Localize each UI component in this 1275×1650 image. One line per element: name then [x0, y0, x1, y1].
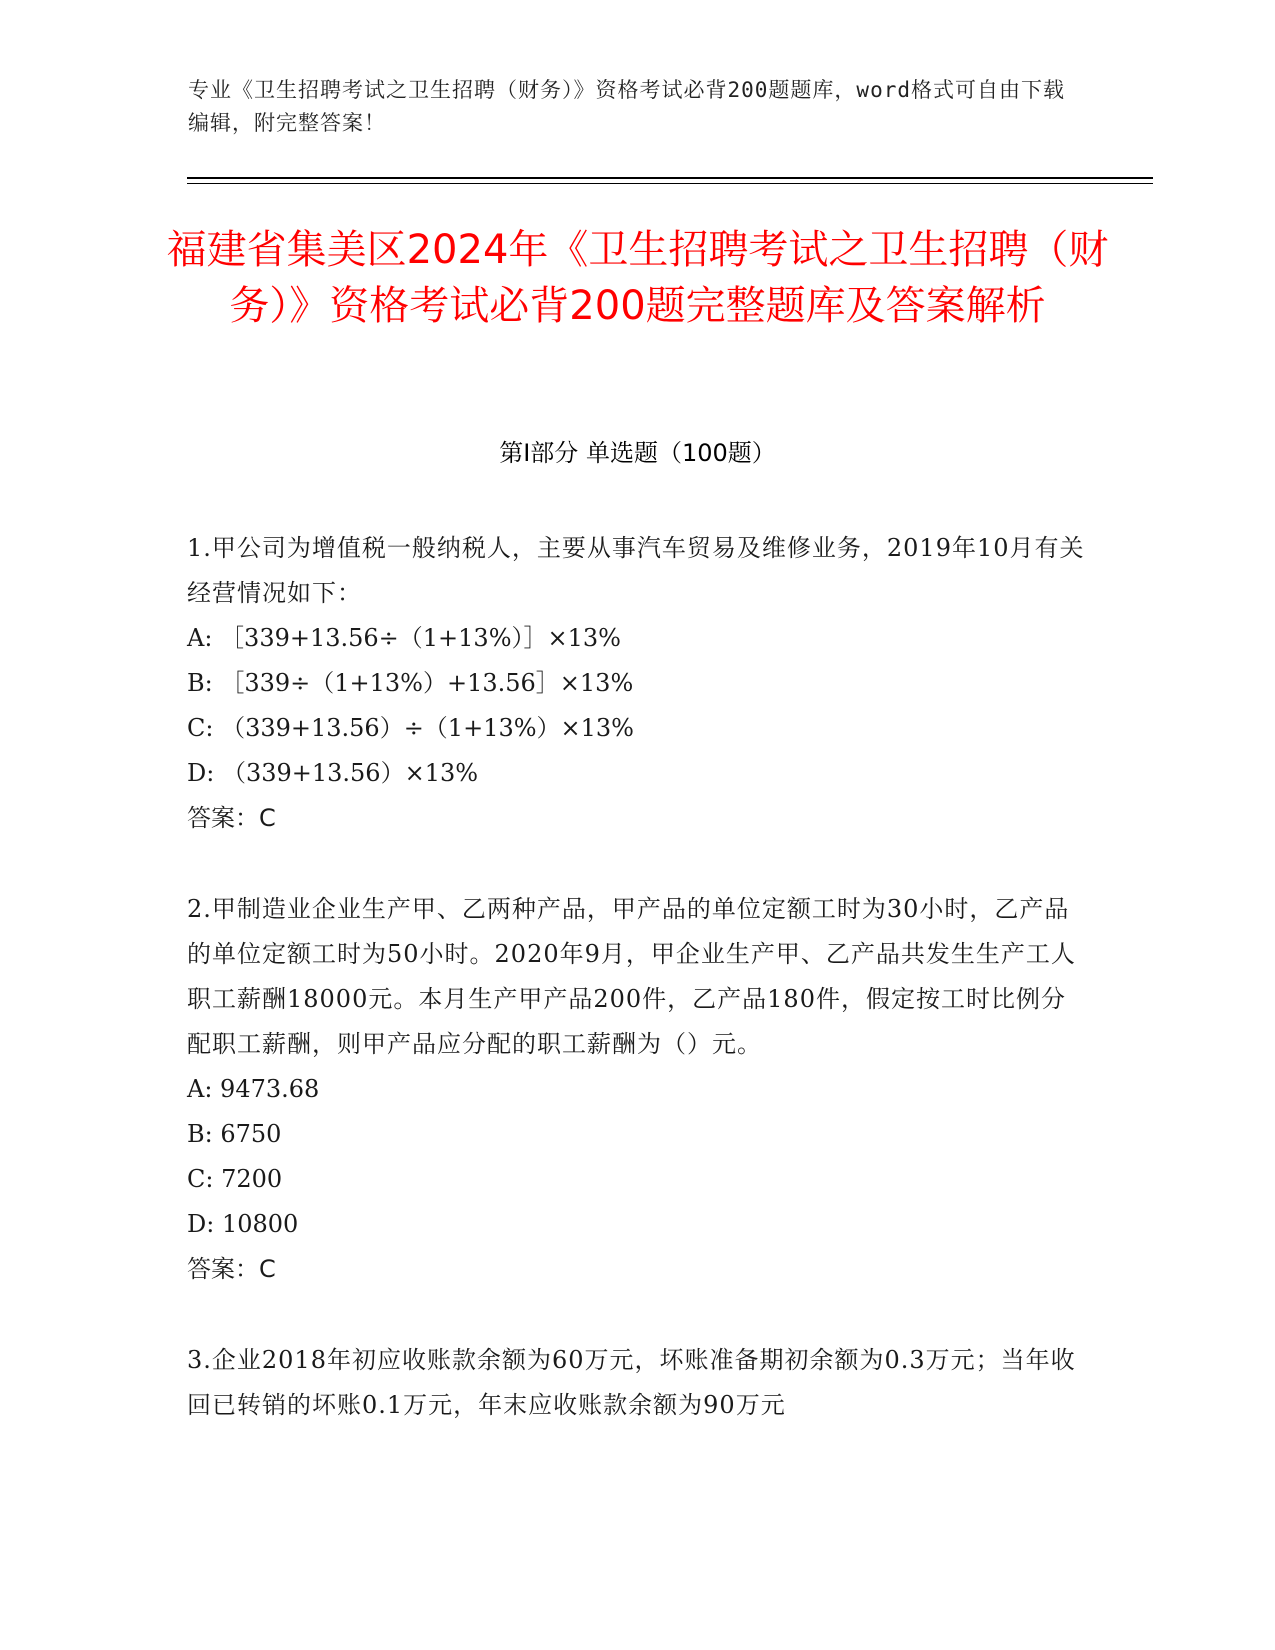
answer: 答案：C	[187, 1255, 276, 1283]
option-a: A: ［339+13.56÷（1+13%）］×13%	[187, 624, 621, 652]
answer: 答案：C	[187, 804, 276, 832]
question-3	[187, 1338, 1087, 1428]
question-stem: 2.甲制造业企业生产甲、乙两种产品，甲产品的单位定额工时为30小时，乙产品的单位定额工时为50小时。2020年9月，甲企业生产甲、乙产品共发生生产工人职工薪酬18000元。本月生产甲产品200件，乙产品180件，假定按工时比例分配职工薪酬，则甲产品应分配的职工薪酬为（）元。	[187, 895, 1076, 1058]
option-b: B: ［339÷（1+13%）+13.56］×13%	[187, 669, 634, 697]
option-d: D: （339+13.56）×13%	[187, 759, 479, 787]
question-spacer	[187, 841, 1087, 887]
question-list	[187, 526, 1087, 1428]
question-stem: 1.甲公司为增值税一般纳税人，主要从事汽车贸易及维修业务，2019年10月有关经营情况如下：	[187, 534, 1085, 607]
header-rule-thin	[187, 183, 1153, 184]
question-spacer	[187, 1292, 1087, 1338]
option-d: D: 10800	[187, 1210, 299, 1238]
option-a: A: 9473.68	[187, 1075, 320, 1103]
section-title: 第I部分 单选题（100题）	[499, 439, 776, 467]
question-2	[187, 887, 1087, 1292]
option-b: B: 6750	[187, 1120, 282, 1148]
question-stem: 3.企业2018年初应收账款余额为60万元，坏账准备期初余额为0.3万元；当年收回已转销的坏账0.1万元，年末应收账款余额为90万元	[187, 1346, 1076, 1419]
option-c: C: （339+13.56）÷（1+13%）×13%	[187, 714, 634, 742]
option-c: C: 7200	[187, 1165, 283, 1193]
header-note: 专业《卫生招聘考试之卫生招聘（财务）》资格考试必背200题题库，word格式可自由下载编辑，附完整答案！	[188, 78, 1065, 135]
header-rule-thick	[187, 177, 1153, 179]
document-title: 福建省集美区2024年《卫生招聘考试之卫生招聘（财务）》资格考试必背200题完整题库及答案解析	[166, 227, 1109, 329]
question-1	[187, 526, 1087, 841]
